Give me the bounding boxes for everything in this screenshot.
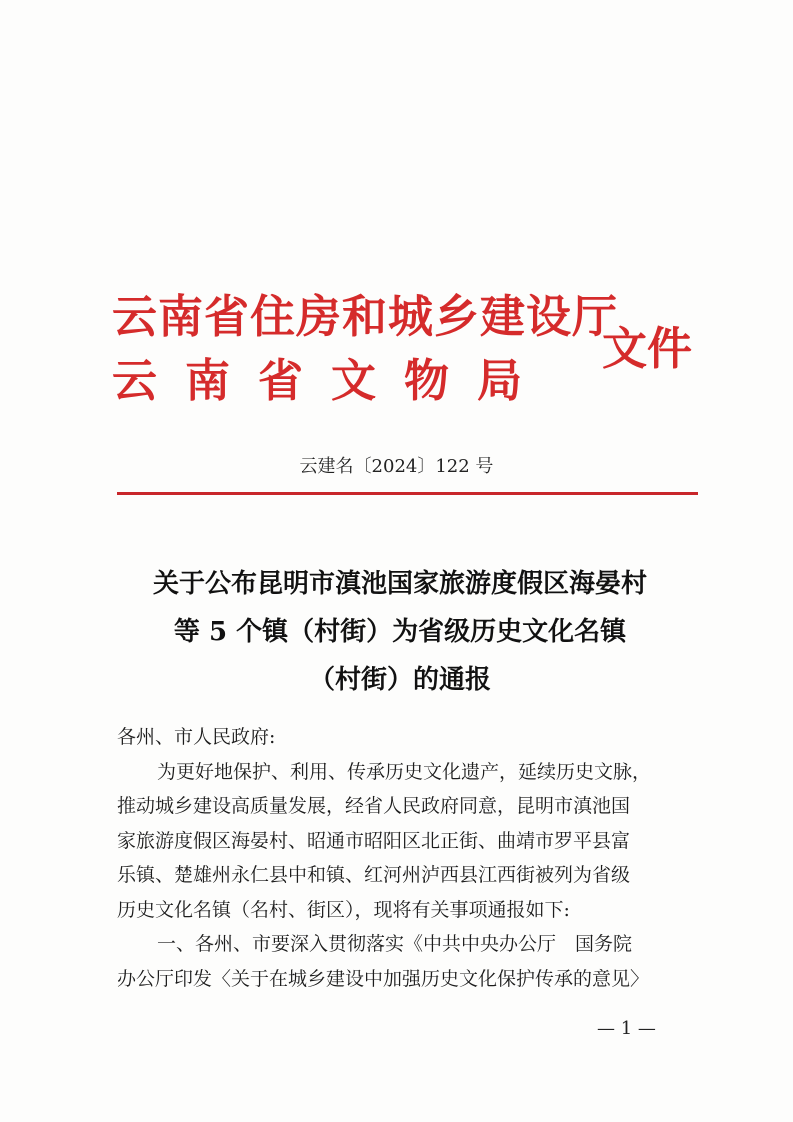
title-line: 关于公布昆明市滇池国家旅游度假区海晏村 (152, 569, 647, 599)
document-type-label: 文件 (602, 322, 693, 375)
document-title (110, 560, 690, 704)
salutation: 各州、市人民政府: (117, 726, 276, 748)
body-line: 办公厅印发〈关于在城乡建设中加强历史文化保护传承的意见〉 (117, 967, 650, 990)
issuer-cultural-relics-bureau: 云南省文物局 (112, 354, 551, 407)
page-number: — 1 — (597, 1018, 656, 1039)
body-line: 家旅游度假区海晏村、昭通市昭阳区北正街、曲靖市罗平县富 (117, 829, 631, 852)
body-line: 推动城乡建设高质量发展，经省人民政府同意，昆明市滇池国 (117, 795, 631, 817)
document-header (112, 272, 712, 412)
document-body (117, 720, 702, 996)
issuer-housing-department: 云南省住房和城乡建设厅 (112, 290, 619, 343)
body-line: 为更好地保护、利用、传承历史文化遗产，延续历史文脉， (157, 760, 652, 783)
body-line: 历史文化名镇（名村、街区），现将有关事项通报如下: (117, 898, 570, 921)
document-number: 云建名〔2024〕122 号 (299, 456, 494, 477)
body-line: 一、各州、市要深入贯彻落实《中共中央办公厅 国务院 (157, 933, 633, 955)
title-line: （村街）的通报 (308, 665, 491, 695)
red-divider (117, 492, 698, 495)
body-line: 乐镇、楚雄州永仁县中和镇、红河州泸西县江西街被列为省级 (117, 864, 631, 886)
title-line: 等 5 个镇（村街）为省级历史文化名镇 (173, 617, 627, 647)
